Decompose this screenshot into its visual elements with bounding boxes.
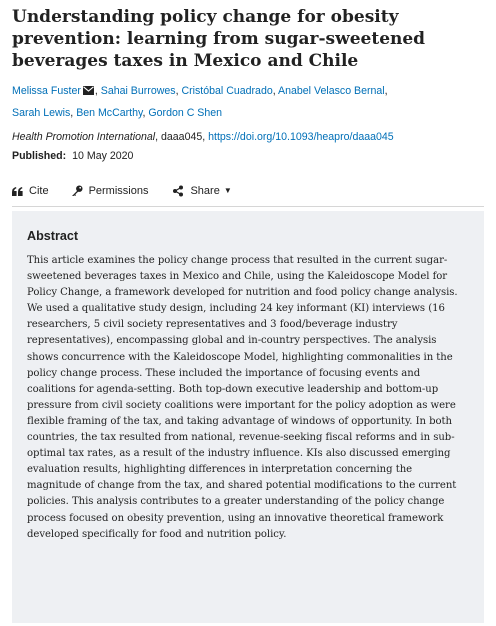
- author-list: [12, 81, 482, 124]
- author-link[interactable]: Gordon C Shen: [148, 107, 223, 119]
- share-icon: [172, 185, 184, 197]
- doi-link[interactable]: https://doi.org/10.1093/heapro/daaa045: [208, 131, 394, 143]
- article-title: Understanding policy change for obesity prevention: learning from sugar-sweetened beverages taxes in Mexico and Chile: [12, 7, 426, 71]
- author-link[interactable]: Anabel Velasco Bernal: [278, 85, 385, 97]
- published-line: [12, 149, 133, 164]
- author-link[interactable]: Melissa Fuster: [12, 85, 81, 97]
- published-date: 10 May 2020: [72, 150, 134, 162]
- abstract-text: This article examines the policy change process that resulted in the current sugar-sweetened beverages taxes in Mexico and Chile, using the Kaleidoscope Model for Policy Change, a framework developed for nutrition and food policy change analysis. We used a qualitative study design, including 24 key informant (KI) interviews (16 researchers, 5 civil society representatives and 3 food/beverage industry representatives), encompassing global and in-country perspectives. The analysis shows concurrence with the Kaleidoscope Model, highlighting commonalities in the policy change process. These included the importance of focusing events and coalitions for agenda-setting. Both top-down executive leadership and bottom-up pressure from civil society coalitions were important for the policy adoption as were flexible framing of the tax, and taking advantage of windows of opportunity. In both countries, the tax resulted from national, revenue-seeking fiscal reforms and in sub-optimal tax rates, as a result of the industry influence. KIs also discussed emerging evaluation results, highlighting differences in interpretation concerning the magnitude of change from the tax, and shared potential modifications to the current policies. This analysis contributes to a greater understanding of the policy change process focused on obesity prevention, using an innovative theoretical framework developed specifically for food and nutrition policy.: [27, 255, 458, 540]
- author-link[interactable]: Sahai Burrowes: [100, 85, 176, 97]
- citation-separator: ,: [155, 131, 161, 143]
- author-link[interactable]: Sarah Lewis: [12, 107, 71, 119]
- author-separator: ,: [142, 107, 149, 119]
- abstract-heading: Abstract: [27, 229, 79, 243]
- divider: [12, 206, 484, 207]
- cite-button[interactable]: [12, 183, 49, 199]
- author-separator: ,: [70, 107, 77, 119]
- citation-line: [12, 130, 488, 145]
- author-separator: ,: [175, 85, 182, 97]
- author-separator: ,: [94, 85, 101, 97]
- published-label: Published:: [12, 150, 67, 162]
- article-tools: [12, 183, 232, 199]
- author-link[interactable]: Ben McCarthy: [76, 107, 143, 119]
- share-button[interactable]: [172, 183, 231, 199]
- share-label: Share: [190, 185, 220, 197]
- quote-icon: [12, 187, 23, 196]
- author-link[interactable]: Cristóbal Cuadrado: [181, 85, 273, 97]
- citation-separator: ,: [202, 131, 209, 143]
- mail-icon[interactable]: [83, 82, 94, 103]
- author-separator: ,: [384, 85, 388, 97]
- abstract-section: [12, 211, 484, 623]
- permissions-label: Permissions: [88, 185, 149, 197]
- cite-label: Cite: [29, 185, 49, 197]
- key-icon: [71, 185, 83, 197]
- journal-name: Health Promotion International: [12, 131, 156, 143]
- permissions-button[interactable]: [71, 183, 149, 199]
- article-id: daaa045: [161, 131, 203, 143]
- chevron-down-icon: ▼: [223, 186, 232, 195]
- author-separator: ,: [272, 85, 279, 97]
